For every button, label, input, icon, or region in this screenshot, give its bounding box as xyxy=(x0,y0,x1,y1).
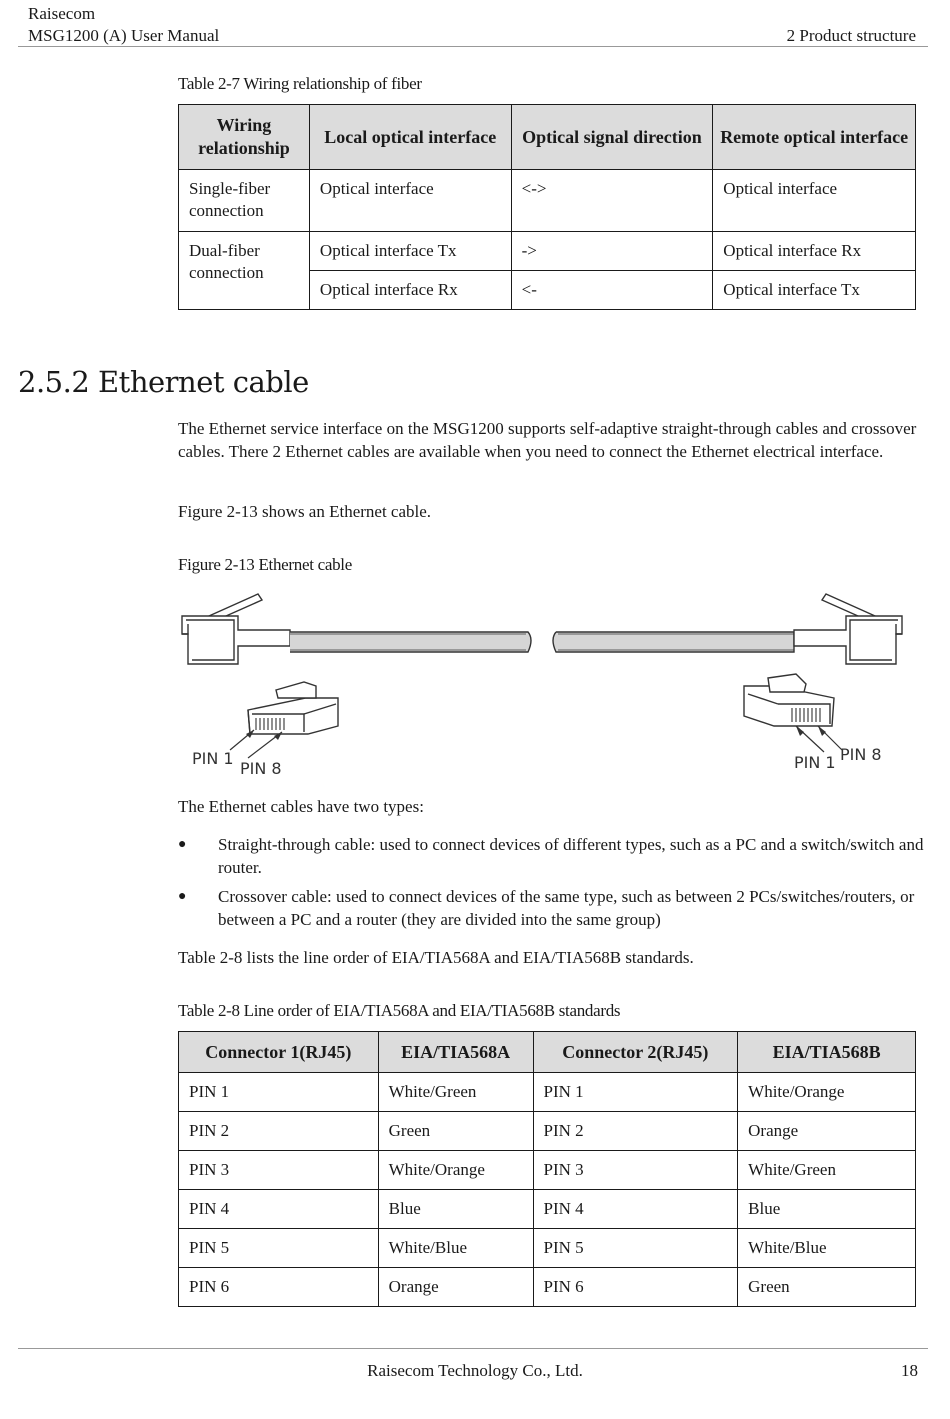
table-reference: Table 2-8 lists the line order of EIA/TIA568A and EIA/TIA568B standards. xyxy=(178,948,694,967)
header-divider xyxy=(18,46,928,47)
table-row xyxy=(179,1151,916,1190)
table-cell: White/Blue xyxy=(738,1229,916,1268)
header-manual-title: MSG1200 (A) User Manual xyxy=(28,26,220,45)
table-cell: Blue xyxy=(378,1190,533,1229)
table-row xyxy=(179,1190,916,1229)
right-pin8-label: PIN 8 xyxy=(840,745,882,764)
header-remote-optical-interface: Remote optical interface xyxy=(713,105,916,170)
header-wiring-relationship: Wiring relationship xyxy=(179,105,310,170)
table-cell: Green xyxy=(378,1112,533,1151)
bullet-text: Straight-through cable: used to connect devices of different types, such as a PC and a switch/switch and router. xyxy=(218,835,924,877)
bullet-text: Crossover cable: used to connect devices of the same type, such as between 2 PCs/switches/routers, or between a PC and a router (they are divided into the same group) xyxy=(218,887,915,929)
left-cable-section xyxy=(290,632,531,652)
table-cell: <- xyxy=(511,271,713,310)
table-cell: PIN 2 xyxy=(179,1112,379,1151)
table-cell: Orange xyxy=(378,1268,533,1307)
header-optical-signal-direction: Optical signal direction xyxy=(511,105,713,170)
line-order-table xyxy=(178,1031,916,1307)
table-cell: PIN 3 xyxy=(533,1151,738,1190)
table-cell: Optical interface xyxy=(309,170,511,232)
table-cell: Single-fiber connection xyxy=(179,170,310,232)
table-cell: PIN 1 xyxy=(179,1073,379,1112)
table-cell: Optical interface Tx xyxy=(309,232,511,271)
table-row xyxy=(179,1229,916,1268)
intro-paragraph: The Ethernet service interface on the MSG1200 supports self-adaptive straight-through cables and crossover cables. There 2 Ethernet cables are available when you need to connect the Ethernet electrical interface. xyxy=(178,419,917,461)
table-cell: PIN 1 xyxy=(533,1073,738,1112)
page-number: 18 xyxy=(901,1361,918,1380)
table-cell: Optical interface Rx xyxy=(713,232,916,271)
table-cell: White/Orange xyxy=(738,1073,916,1112)
table-cell: White/Green xyxy=(738,1151,916,1190)
ethernet-cable-figure xyxy=(178,586,908,782)
table-2-8-caption: Table 2-8 Line order of EIA/TIA568A and EIA/TIA568B standards xyxy=(178,1001,621,1020)
table-cell: PIN 4 xyxy=(179,1190,379,1229)
table-cell: White/Green xyxy=(378,1073,533,1112)
table-row xyxy=(179,1112,916,1151)
table-cell: Optical interface xyxy=(713,170,916,232)
figure-reference: Figure 2-13 shows an Ethernet cable. xyxy=(178,502,432,521)
section-heading: 2.5.2 Ethernet cable xyxy=(18,365,309,399)
table-cell: <-> xyxy=(511,170,713,232)
header-eia-tia-568b: EIA/TIA568B xyxy=(738,1032,916,1073)
left-pin1-label: PIN 1 xyxy=(192,749,234,768)
table-cell: PIN 3 xyxy=(179,1151,379,1190)
table-cell: PIN 4 xyxy=(533,1190,738,1229)
left-plug-side-view xyxy=(182,594,290,664)
right-cable-section xyxy=(553,632,794,652)
table-cell: Optical interface Rx xyxy=(309,271,511,310)
table-row xyxy=(179,170,916,232)
header-section: 2 Product structure xyxy=(786,26,916,45)
bullet-dot: ● xyxy=(178,889,187,904)
table-cell: PIN 6 xyxy=(533,1268,738,1307)
footer-company: Raisecom Technology Co., Ltd. xyxy=(367,1361,583,1380)
table-cell: Green xyxy=(738,1268,916,1307)
table-cell: White/Blue xyxy=(378,1229,533,1268)
left-plug-front-view xyxy=(248,682,338,734)
table-cell: Optical interface Tx xyxy=(713,271,916,310)
table-cell: White/Orange xyxy=(378,1151,533,1190)
table-2-7-caption: Table 2-7 Wiring relationship of fiber xyxy=(178,74,422,93)
header-company: Raisecom xyxy=(28,4,96,23)
cable-types-intro: The Ethernet cables have two types: xyxy=(178,797,424,816)
header-eia-tia-568a: EIA/TIA568A xyxy=(378,1032,533,1073)
table-header-row xyxy=(179,105,916,170)
footer-divider xyxy=(18,1348,928,1349)
table-cell: -> xyxy=(511,232,713,271)
table-header-row xyxy=(179,1032,916,1073)
figure-caption: Figure 2-13 Ethernet cable xyxy=(178,555,352,574)
table-cell: PIN 2 xyxy=(533,1112,738,1151)
table-row xyxy=(179,1268,916,1307)
table-cell: Dual-fiber connection xyxy=(179,232,310,310)
header-connector-2: Connector 2(RJ45) xyxy=(533,1032,738,1073)
right-pin1-label: PIN 1 xyxy=(794,753,836,772)
left-pin8-label: PIN 8 xyxy=(240,759,282,778)
table-cell: Orange xyxy=(738,1112,916,1151)
header-connector-1: Connector 1(RJ45) xyxy=(179,1032,379,1073)
table-row xyxy=(179,1073,916,1112)
table-cell: PIN 5 xyxy=(179,1229,379,1268)
header-local-optical-interface: Local optical interface xyxy=(309,105,511,170)
table-cell: PIN 5 xyxy=(533,1229,738,1268)
table-row xyxy=(179,232,916,271)
table-cell: PIN 6 xyxy=(179,1268,379,1307)
fiber-wiring-table xyxy=(178,104,916,310)
right-plug-side-view xyxy=(794,594,902,664)
table-cell: Blue xyxy=(738,1190,916,1229)
bullet-dot: ● xyxy=(178,837,187,852)
